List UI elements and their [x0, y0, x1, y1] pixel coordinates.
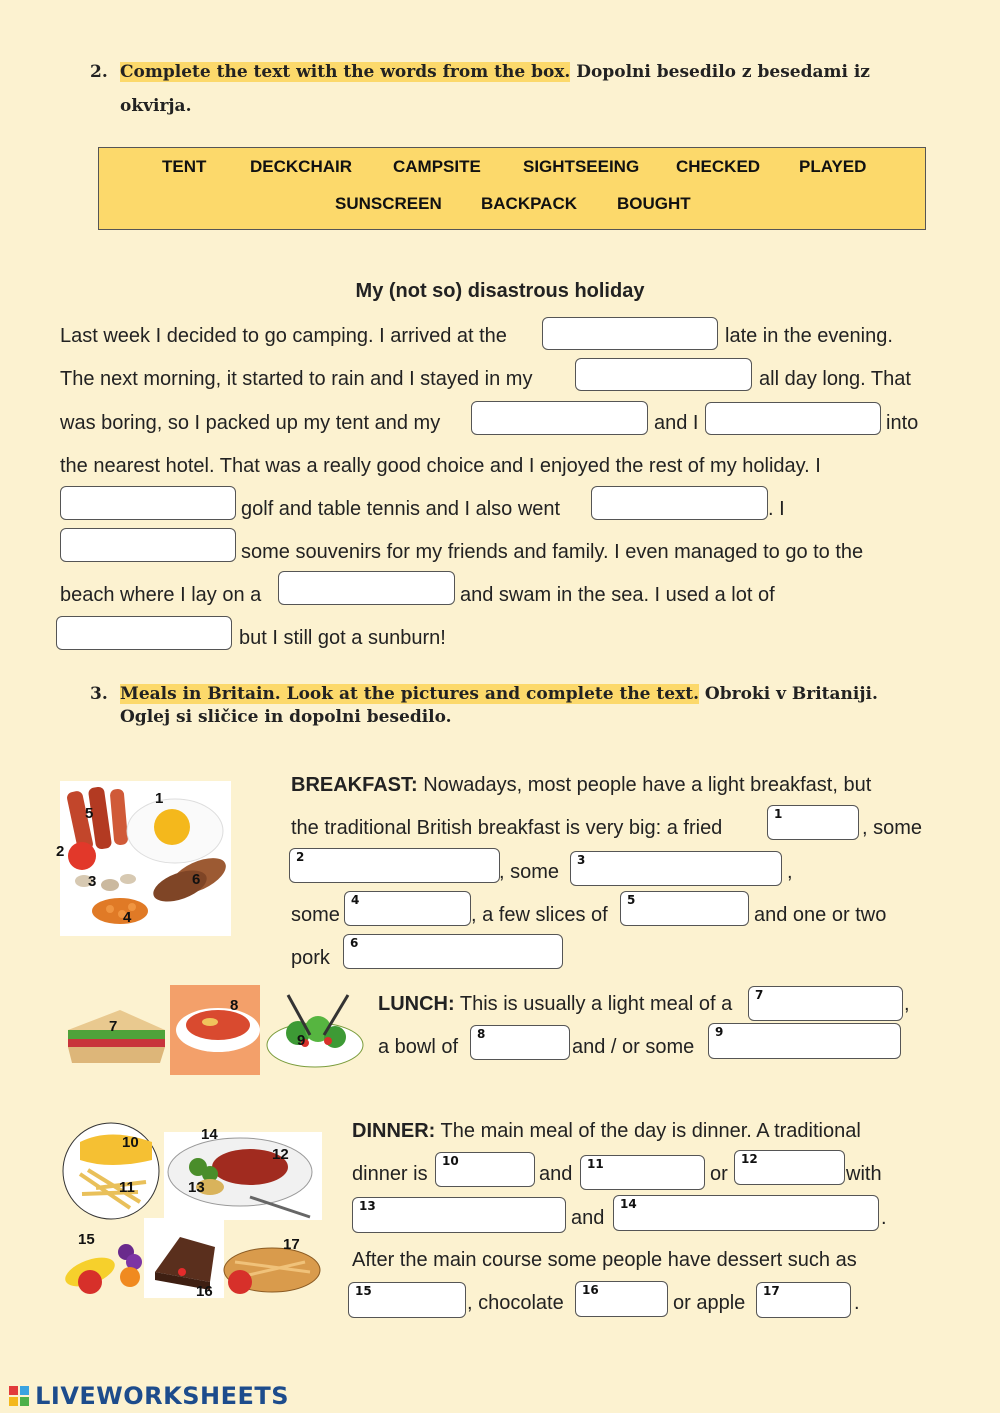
story-blank-deckchair[interactable] [278, 571, 455, 605]
brand-icon [8, 1384, 30, 1408]
blank-number: 1 [774, 807, 783, 821]
story-blank-backpack[interactable] [471, 401, 648, 435]
lunch-illustration [60, 985, 366, 1075]
pic-label-15: 15 [78, 1231, 95, 1248]
story-text: beach where I lay on a [60, 584, 262, 606]
meal-blank-13[interactable] [352, 1197, 566, 1233]
pic-label-10: 10 [122, 1134, 139, 1151]
story-blank-tent[interactable] [575, 358, 752, 391]
story-text: all day long. That [759, 368, 911, 390]
word-backpack: BACKPACK [481, 194, 578, 213]
pic-label-3: 3 [88, 873, 97, 890]
blank-number: 2 [296, 850, 305, 864]
meal-blank-14[interactable] [613, 1195, 879, 1231]
pic-label-1: 1 [155, 790, 164, 807]
task3-instruction-en: Meals in Britain. Look at the pictures and complete the text. [120, 684, 699, 704]
breakfast-text: , some [862, 817, 923, 839]
dinner-text: The main meal of the day is dinner. A traditional [440, 1120, 861, 1142]
meal-blank-7[interactable] [748, 986, 903, 1021]
meal-blank-12[interactable] [734, 1150, 845, 1185]
story-blank-checked[interactable] [705, 402, 881, 435]
breakfast-label: BREAKFAST: [291, 774, 418, 796]
story-text: some souvenirs for my friends and family. I even managed to go to the [241, 541, 864, 563]
story-blank-bought[interactable] [60, 528, 236, 562]
blank-number: 14 [620, 1197, 637, 1211]
breakfast-line-1 [291, 774, 871, 797]
story-text: and swam in the sea. I used a lot of [460, 584, 775, 606]
task2-instruction-sl-2: okvirja. [120, 96, 192, 116]
blank-number: 4 [351, 893, 360, 907]
dinner-text: or [710, 1163, 728, 1185]
dinner-line-1 [352, 1120, 861, 1143]
word-bought: BOUGHT [617, 194, 691, 213]
pic-label-6: 6 [192, 871, 201, 888]
dinner-text: with [846, 1163, 882, 1185]
lunch-text: This is usually a light meal of a [459, 993, 733, 1015]
lunch-label: LUNCH: [378, 993, 455, 1015]
dinner-image [60, 1122, 324, 1300]
pic-label-13: 13 [188, 1179, 205, 1196]
story-text: . I [768, 498, 785, 520]
dinner-text: and [571, 1207, 605, 1229]
blank-number: 12 [741, 1152, 758, 1166]
word-sightseeing: SIGHTSEEING [523, 157, 640, 176]
story-text: the nearest hotel. That was a really good choice and I enjoyed the rest of my holiday. I [60, 455, 821, 477]
story-text: The next morning, it started to rain and I stayed in my [60, 368, 533, 390]
blank-number: 10 [442, 1154, 459, 1168]
dinner-text: , chocolate [467, 1292, 564, 1314]
lunch-text: a bowl of [378, 1036, 459, 1058]
meal-blank-8[interactable] [470, 1025, 570, 1060]
story-blank-sightseeing[interactable] [591, 486, 768, 520]
story-text: into [886, 412, 919, 434]
meal-blank-6[interactable] [343, 934, 563, 969]
story-text: was boring, so I packed up my tent and my [60, 412, 441, 434]
blank-number: 17 [763, 1284, 780, 1298]
meal-blank-1[interactable] [767, 805, 859, 840]
story-text: late in the evening. [725, 325, 893, 347]
breakfast-text: the traditional British breakfast is very big: a fried [291, 817, 723, 839]
meal-blank-16[interactable] [575, 1281, 668, 1317]
pic-label-4: 4 [123, 909, 132, 926]
task2-instruction-sl: Dopolni besedilo z besedami iz [576, 62, 870, 82]
meal-blank-15[interactable] [348, 1282, 466, 1318]
story-text: but I still got a sunburn! [239, 627, 446, 649]
story-title: My (not so) disastrous holiday [355, 280, 645, 302]
breakfast-text: and one or two [754, 904, 887, 926]
pic-label-14: 14 [201, 1126, 218, 1143]
breakfast-text: , [787, 861, 793, 883]
blank-number: 11 [587, 1157, 604, 1171]
story-blank-played[interactable] [60, 486, 236, 520]
pic-label-9: 9 [297, 1032, 306, 1049]
pic-label-2: 2 [56, 843, 65, 860]
dinner-text: . [854, 1292, 860, 1314]
story-text: and I [654, 412, 699, 434]
word-deckchair: DECKCHAIR [250, 157, 352, 176]
breakfast-text: , some [499, 861, 560, 883]
lunch-text: and / or some [572, 1036, 695, 1058]
story-text: golf and table tennis and I also went [241, 498, 561, 520]
lunch-image [60, 985, 366, 1075]
breakfast-image [56, 781, 231, 936]
task2-instruction [120, 55, 940, 123]
meal-blank-9[interactable] [708, 1023, 901, 1059]
word-checked: CHECKED [676, 157, 761, 176]
blank-number: 6 [350, 936, 359, 950]
meal-blank-10[interactable] [435, 1152, 535, 1187]
meal-blank-4[interactable] [344, 891, 471, 926]
blank-number: 15 [355, 1284, 372, 1298]
dinner-text: and [539, 1163, 573, 1185]
pic-label-11: 11 [119, 1179, 135, 1196]
pic-label-12: 12 [272, 1146, 289, 1163]
lunch-line-1 [378, 993, 732, 1016]
brand-name: LIVEWORKSHEETS [35, 1382, 290, 1410]
blank-number: 3 [577, 853, 586, 867]
pic-label-17: 17 [283, 1236, 300, 1253]
brand-logo[interactable] [8, 1382, 289, 1410]
task2-number: 2. [90, 62, 108, 82]
pic-label-8: 8 [230, 997, 239, 1014]
blank-number: 16 [582, 1283, 599, 1297]
blank-number: 5 [627, 893, 636, 907]
word-sunscreen: SUNSCREEN [335, 194, 442, 213]
blank-number: 7 [755, 988, 764, 1002]
dinner-label: DINNER: [352, 1120, 436, 1142]
meal-blank-17[interactable] [756, 1282, 851, 1318]
breakfast-text: some [291, 904, 340, 926]
story-text: Last week I decided to go camping. I arrived at the [60, 325, 507, 347]
story-blank-sunscreen[interactable] [56, 616, 232, 650]
blank-number: 8 [477, 1027, 486, 1041]
meal-blank-5[interactable] [620, 891, 749, 926]
dinner-text: . [881, 1207, 887, 1229]
story-blank-campsite[interactable] [542, 317, 718, 350]
dinner-text: After the main course some people have dessert such as [352, 1249, 857, 1271]
dinner-text: dinner is [352, 1163, 428, 1185]
breakfast-text: pork [291, 947, 330, 969]
pic-label-7: 7 [109, 1018, 118, 1035]
blank-number: 9 [715, 1025, 724, 1039]
word-campsite: CAMPSITE [393, 157, 481, 176]
blank-number: 13 [359, 1199, 376, 1213]
story-title-row [0, 280, 1000, 303]
lunch-text: , [904, 993, 910, 1015]
dinner-text: or apple [673, 1292, 746, 1314]
breakfast-text: , a few slices of [471, 904, 608, 926]
meal-blank-3[interactable] [570, 851, 782, 886]
meal-blank-11[interactable] [580, 1155, 705, 1190]
word-played: PLAYED [799, 157, 867, 176]
task3-number: 3. [90, 684, 108, 704]
word-box [98, 147, 926, 230]
task3-instruction-sl: Obroki v Britaniji. [704, 684, 878, 704]
pic-label-16: 16 [196, 1283, 213, 1300]
word-tent: TENT [162, 157, 207, 176]
meal-blank-2[interactable] [289, 848, 500, 883]
task3-instruction-sl-2: Oglej si sličice in dopolni besedilo. [120, 707, 452, 727]
breakfast-text: Nowadays, most people have a light breakfast, but [423, 774, 872, 796]
pic-label-5: 5 [85, 805, 94, 822]
task3-instruction [120, 683, 980, 729]
task2-instruction-en: Complete the text with the words from the box. [120, 62, 571, 82]
